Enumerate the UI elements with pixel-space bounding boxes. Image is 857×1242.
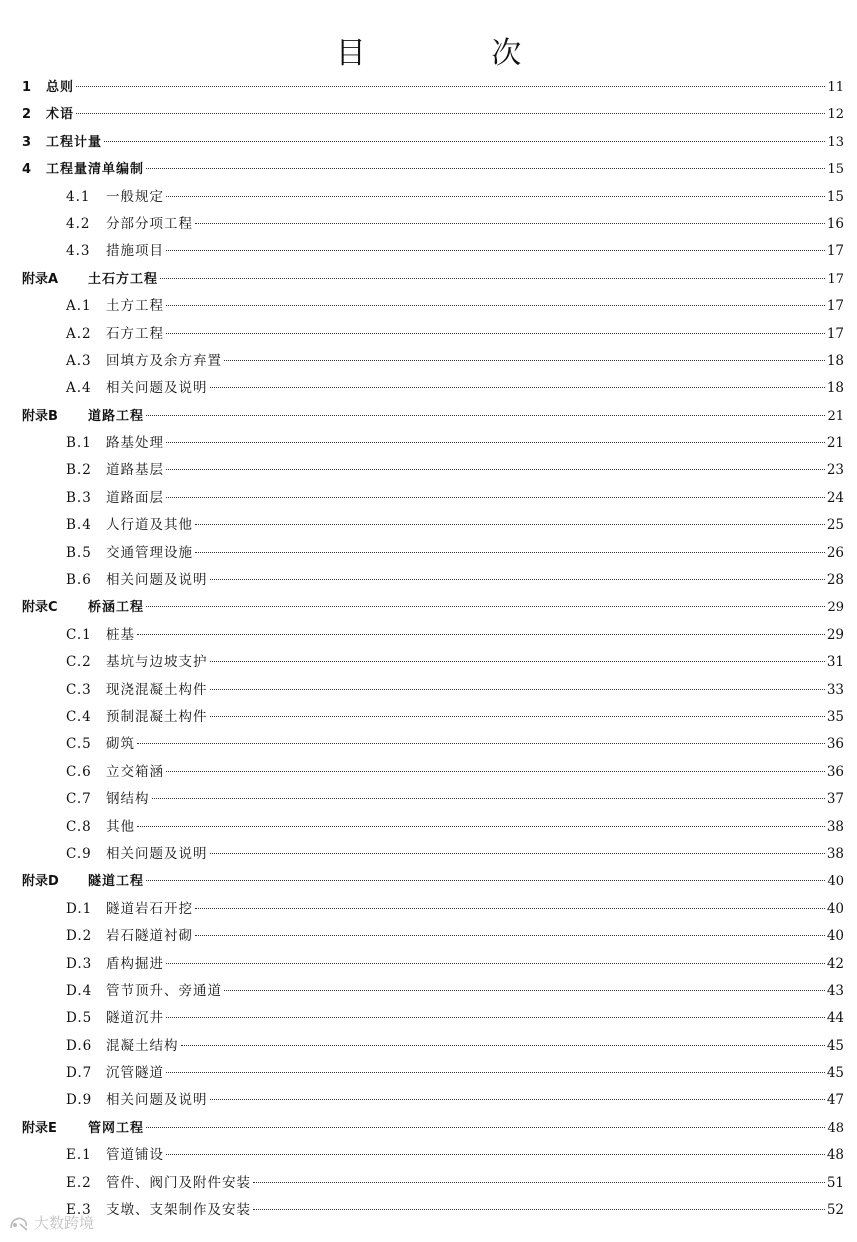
- toc-chapter-entry[interactable]: [22, 594, 844, 621]
- toc-dot-leader: [137, 743, 825, 744]
- toc-dot-leader: [210, 689, 825, 690]
- toc-dot-leader: [195, 935, 825, 936]
- toc-entry-number: 4: [22, 162, 32, 178]
- toc-dot-leader: [146, 168, 825, 169]
- toc-dot-leader: [166, 442, 825, 443]
- toc-entry-page-number: 21: [827, 408, 844, 424]
- toc-entry-title: 岩石隧道衬砌: [106, 928, 193, 945]
- toc-entry-page-number: 33: [826, 681, 844, 698]
- toc-dot-leader: [195, 524, 825, 525]
- toc-entry-number: 附录E: [22, 1120, 57, 1136]
- toc-entry-page-number: 15: [826, 188, 844, 205]
- toc-dot-leader: [224, 990, 825, 991]
- toc-entry-number: 3: [22, 134, 32, 150]
- toc-entry-number: D.5: [66, 1010, 93, 1027]
- toc-entry-page-number: 31: [826, 654, 844, 671]
- toc-section-entry[interactable]: [22, 430, 844, 457]
- toc-entry-number: 4.1: [66, 188, 91, 205]
- toc-entry-number: B.3: [66, 489, 92, 506]
- toc-entry-number: 4.3: [66, 243, 91, 260]
- toc-entry-title: 支墩、支架制作及安装: [106, 1202, 251, 1219]
- toc-entry-page-number: 21: [826, 435, 844, 452]
- toc-entry-number: C.3: [66, 681, 92, 698]
- toc-entry-title: 土方工程: [106, 298, 164, 315]
- toc-entry-page-number: 24: [826, 489, 844, 506]
- toc-entry-number: A.2: [66, 325, 92, 342]
- toc-entry-title: 一般规定: [106, 188, 164, 205]
- toc-entry-title: 术语: [46, 107, 75, 123]
- toc-entry-title: 钢结构: [106, 791, 150, 808]
- toc-entry-page-number: 17: [826, 325, 844, 342]
- toc-section-entry[interactable]: [22, 211, 844, 238]
- toc-dot-leader: [210, 661, 825, 662]
- toc-entry-number: 2: [22, 107, 32, 123]
- toc-entry-page-number: 23: [826, 462, 844, 479]
- toc-section-entry[interactable]: [22, 1197, 844, 1224]
- toc-entry-number: C.9: [66, 845, 92, 862]
- toc-entry-page-number: 45: [826, 1065, 844, 1082]
- toc-chapter-entry[interactable]: [22, 129, 844, 156]
- toc-dot-leader: [210, 579, 825, 580]
- toc-section-entry[interactable]: [22, 1060, 844, 1087]
- toc-dot-leader: [195, 223, 825, 224]
- toc-entry-title: 砌筑: [106, 736, 135, 753]
- toc-entry-title: 总则: [46, 80, 75, 95]
- toc-section-entry[interactable]: [22, 814, 844, 841]
- toc-entry-title: 道路面层: [106, 489, 164, 506]
- table-of-contents: [22, 74, 844, 1224]
- toc-entry-page-number: 16: [826, 215, 844, 232]
- toc-entry-title: 混凝土结构: [106, 1037, 179, 1054]
- toc-entry-title: 管节顶升、旁通道: [106, 982, 222, 999]
- toc-dot-leader: [146, 606, 825, 607]
- toc-entry-title: 道路工程: [88, 408, 145, 424]
- toc-entry-page-number: 48: [826, 1147, 844, 1164]
- toc-dot-leader: [146, 415, 825, 416]
- toc-entry-number: B.5: [66, 544, 92, 561]
- toc-dot-leader: [76, 113, 825, 114]
- toc-entry-title: 工程量清单编制: [46, 162, 145, 178]
- toc-entry-page-number: 36: [826, 736, 844, 753]
- toc-section-entry[interactable]: [22, 622, 844, 649]
- toc-entry-title: 土石方工程: [88, 271, 159, 287]
- page-title: 目 次: [335, 36, 580, 71]
- toc-section-entry[interactable]: [22, 512, 844, 539]
- toc-chapter-entry[interactable]: [22, 1115, 844, 1142]
- toc-entry-title: 道路基层: [106, 462, 164, 479]
- toc-entry-title: 相关问题及说明: [106, 380, 208, 397]
- toc-chapter-entry[interactable]: [22, 266, 844, 293]
- toc-entry-title: 措施项目: [106, 243, 164, 260]
- toc-dot-leader: [195, 908, 825, 909]
- toc-chapter-entry[interactable]: [22, 403, 844, 430]
- toc-entry-title: 相关问题及说明: [106, 1092, 208, 1109]
- toc-dot-leader: [137, 826, 825, 827]
- toc-dot-leader: [104, 141, 825, 142]
- toc-entry-number: B.2: [66, 462, 92, 479]
- toc-entry-page-number: 13: [827, 134, 844, 150]
- toc-entry-number: D.3: [66, 955, 93, 972]
- toc-dot-leader: [253, 1209, 825, 1210]
- toc-entry-number: 附录A: [22, 271, 59, 287]
- toc-entry-number: C.7: [66, 791, 92, 808]
- toc-entry-title: 管件、阀门及附件安装: [106, 1174, 251, 1191]
- toc-dot-leader: [253, 1182, 825, 1183]
- toc-dot-leader: [166, 1072, 825, 1073]
- toc-entry-page-number: 38: [826, 845, 844, 862]
- toc-entry-number: 4.2: [66, 215, 91, 232]
- toc-entry-number: C.6: [66, 763, 92, 780]
- toc-entry-page-number: 36: [826, 763, 844, 780]
- toc-entry-page-number: 15: [827, 162, 844, 178]
- toc-section-entry[interactable]: [22, 348, 844, 375]
- toc-section-entry[interactable]: [22, 704, 844, 731]
- toc-entry-page-number: 25: [826, 517, 844, 534]
- toc-entry-number: C.1: [66, 626, 92, 643]
- watermark-text: 大数跨境: [34, 1214, 95, 1232]
- toc-entry-page-number: 52: [826, 1202, 844, 1219]
- toc-entry-page-number: 18: [826, 352, 844, 369]
- toc-entry-title: 相关问题及说明: [106, 845, 208, 862]
- toc-entry-number: C.2: [66, 654, 92, 671]
- toc-entry-page-number: 37: [826, 791, 844, 808]
- toc-entry-number: D.9: [66, 1092, 93, 1109]
- toc-entry-number: C.4: [66, 708, 92, 725]
- toc-dot-leader: [166, 1017, 825, 1018]
- toc-dot-leader: [166, 305, 825, 306]
- toc-entry-title: 管道铺设: [106, 1147, 164, 1164]
- toc-entry-title: 隧道工程: [88, 874, 145, 890]
- toc-dot-leader: [160, 278, 825, 279]
- toc-entry-number: 1: [22, 80, 32, 95]
- toc-dot-leader: [166, 497, 825, 498]
- toc-entry-page-number: 40: [826, 928, 844, 945]
- toc-entry-page-number: 12: [827, 107, 844, 123]
- toc-dot-leader: [166, 196, 825, 197]
- toc-section-entry[interactable]: [22, 759, 844, 786]
- toc-chapter-entry[interactable]: [22, 156, 844, 183]
- toc-section-entry[interactable]: [22, 184, 844, 211]
- toc-dot-leader: [152, 798, 825, 799]
- toc-entry-title: 路基处理: [106, 435, 164, 452]
- toc-entry-title: 管网工程: [88, 1120, 145, 1136]
- toc-entry-page-number: 18: [826, 380, 844, 397]
- toc-entry-number: D.1: [66, 900, 93, 917]
- toc-section-entry[interactable]: [22, 457, 844, 484]
- brand-logo-icon: [8, 1214, 30, 1232]
- toc-entry-number: 附录B: [22, 408, 58, 424]
- toc-dot-leader: [210, 387, 825, 388]
- toc-dot-leader: [166, 771, 825, 772]
- toc-dot-leader: [224, 360, 825, 361]
- toc-entry-title: 桩基: [106, 626, 135, 643]
- toc-entry-title: 回填方及余方弃置: [106, 352, 222, 369]
- toc-entry-page-number: 47: [826, 1092, 844, 1109]
- toc-entry-number: E.3: [66, 1202, 92, 1219]
- toc-entry-number: A.1: [66, 298, 92, 315]
- toc-entry-title: 基坑与边坡支护: [106, 654, 208, 671]
- toc-section-entry[interactable]: [22, 375, 844, 402]
- toc-entry-page-number: 29: [826, 626, 844, 643]
- toc-section-entry[interactable]: [22, 649, 844, 676]
- toc-entry-title: 其他: [106, 818, 135, 835]
- toc-entry-page-number: 38: [826, 818, 844, 835]
- toc-section-entry[interactable]: [22, 786, 844, 813]
- toc-section-entry[interactable]: [22, 238, 844, 265]
- toc-section-entry[interactable]: [22, 1170, 844, 1197]
- toc-entry-page-number: 35: [826, 708, 844, 725]
- toc-entry-title: 交通管理设施: [106, 544, 193, 561]
- toc-section-entry[interactable]: [22, 731, 844, 758]
- toc-entry-title: 隧道岩石开挖: [106, 900, 193, 917]
- toc-entry-page-number: 44: [826, 1010, 844, 1027]
- toc-entry-title: 桥涵工程: [88, 600, 145, 616]
- toc-entry-number: B.1: [66, 435, 92, 452]
- toc-dot-leader: [181, 1045, 825, 1046]
- toc-section-entry[interactable]: [22, 677, 844, 704]
- toc-entry-number: A.4: [66, 380, 92, 397]
- toc-entry-title: 盾构掘进: [106, 955, 164, 972]
- toc-entry-page-number: 17: [826, 243, 844, 260]
- toc-chapter-entry[interactable]: [22, 74, 844, 101]
- toc-entry-title: 分部分项工程: [106, 215, 193, 232]
- toc-section-entry[interactable]: [22, 896, 844, 923]
- toc-dot-leader: [210, 1099, 825, 1100]
- toc-entry-number: 附录D: [22, 874, 59, 890]
- toc-section-entry[interactable]: [22, 567, 844, 594]
- toc-dot-leader: [166, 469, 825, 470]
- toc-dot-leader: [210, 716, 825, 717]
- toc-entry-page-number: 40: [827, 874, 844, 890]
- toc-dot-leader: [166, 963, 825, 964]
- toc-entry-number: D.7: [66, 1065, 93, 1082]
- toc-entry-title: 立交箱涵: [106, 763, 164, 780]
- toc-dot-leader: [195, 552, 825, 553]
- toc-section-entry[interactable]: [22, 1005, 844, 1032]
- toc-chapter-entry[interactable]: [22, 868, 844, 895]
- toc-dot-leader: [146, 880, 825, 881]
- toc-section-entry[interactable]: [22, 841, 844, 868]
- toc-entry-number: A.3: [66, 352, 92, 369]
- toc-dot-leader: [166, 333, 825, 334]
- toc-dot-leader: [166, 1154, 825, 1155]
- toc-entry-title: 隧道沉井: [106, 1010, 164, 1027]
- toc-entry-page-number: 45: [826, 1037, 844, 1054]
- toc-section-entry[interactable]: [22, 293, 844, 320]
- toc-entry-number: D.4: [66, 982, 93, 999]
- toc-entry-page-number: 29: [827, 600, 844, 616]
- toc-chapter-entry[interactable]: [22, 101, 844, 128]
- toc-entry-page-number: 26: [826, 544, 844, 561]
- toc-entry-title: 预制混凝土构件: [106, 708, 208, 725]
- toc-section-entry[interactable]: [22, 485, 844, 512]
- toc-section-entry[interactable]: [22, 978, 844, 1005]
- toc-dot-leader: [146, 1127, 825, 1128]
- toc-entry-number: C.8: [66, 818, 92, 835]
- toc-entry-title: 相关问题及说明: [106, 572, 208, 589]
- toc-dot-leader: [166, 250, 825, 251]
- toc-section-entry[interactable]: [22, 1142, 844, 1169]
- toc-section-entry[interactable]: [22, 540, 844, 567]
- toc-entry-number: 附录C: [22, 600, 58, 616]
- toc-entry-number: B.6: [66, 572, 92, 589]
- watermark: [8, 1212, 94, 1233]
- toc-entry-title: 石方工程: [106, 325, 164, 342]
- toc-entry-page-number: 42: [826, 955, 844, 972]
- toc-section-entry[interactable]: [22, 321, 844, 348]
- toc-entry-number: E.2: [66, 1174, 92, 1191]
- toc-dot-leader: [137, 634, 825, 635]
- toc-section-entry[interactable]: [22, 1087, 844, 1114]
- toc-entry-number: D.2: [66, 928, 93, 945]
- toc-entry-number: C.5: [66, 736, 92, 753]
- toc-entry-page-number: 11: [827, 80, 844, 95]
- toc-entry-page-number: 48: [827, 1120, 844, 1136]
- toc-dot-leader: [76, 86, 825, 87]
- toc-entry-number: E.1: [66, 1147, 92, 1164]
- toc-entry-number: D.6: [66, 1037, 93, 1054]
- toc-entry-title: 现浇混凝土构件: [106, 681, 208, 698]
- toc-entry-title: 沉管隧道: [106, 1065, 164, 1082]
- toc-section-entry[interactable]: [22, 951, 844, 978]
- toc-section-entry[interactable]: [22, 1033, 844, 1060]
- toc-entry-title: 工程计量: [46, 134, 103, 150]
- toc-entry-title: 人行道及其他: [106, 517, 193, 534]
- toc-section-entry[interactable]: [22, 923, 844, 950]
- toc-entry-page-number: 43: [826, 982, 844, 999]
- toc-entry-page-number: 40: [826, 900, 844, 917]
- toc-entry-number: B.4: [66, 517, 92, 534]
- toc-dot-leader: [210, 853, 825, 854]
- toc-entry-page-number: 17: [826, 298, 844, 315]
- toc-entry-page-number: 51: [826, 1174, 844, 1191]
- toc-entry-page-number: 17: [827, 271, 844, 287]
- toc-entry-page-number: 28: [826, 572, 844, 589]
